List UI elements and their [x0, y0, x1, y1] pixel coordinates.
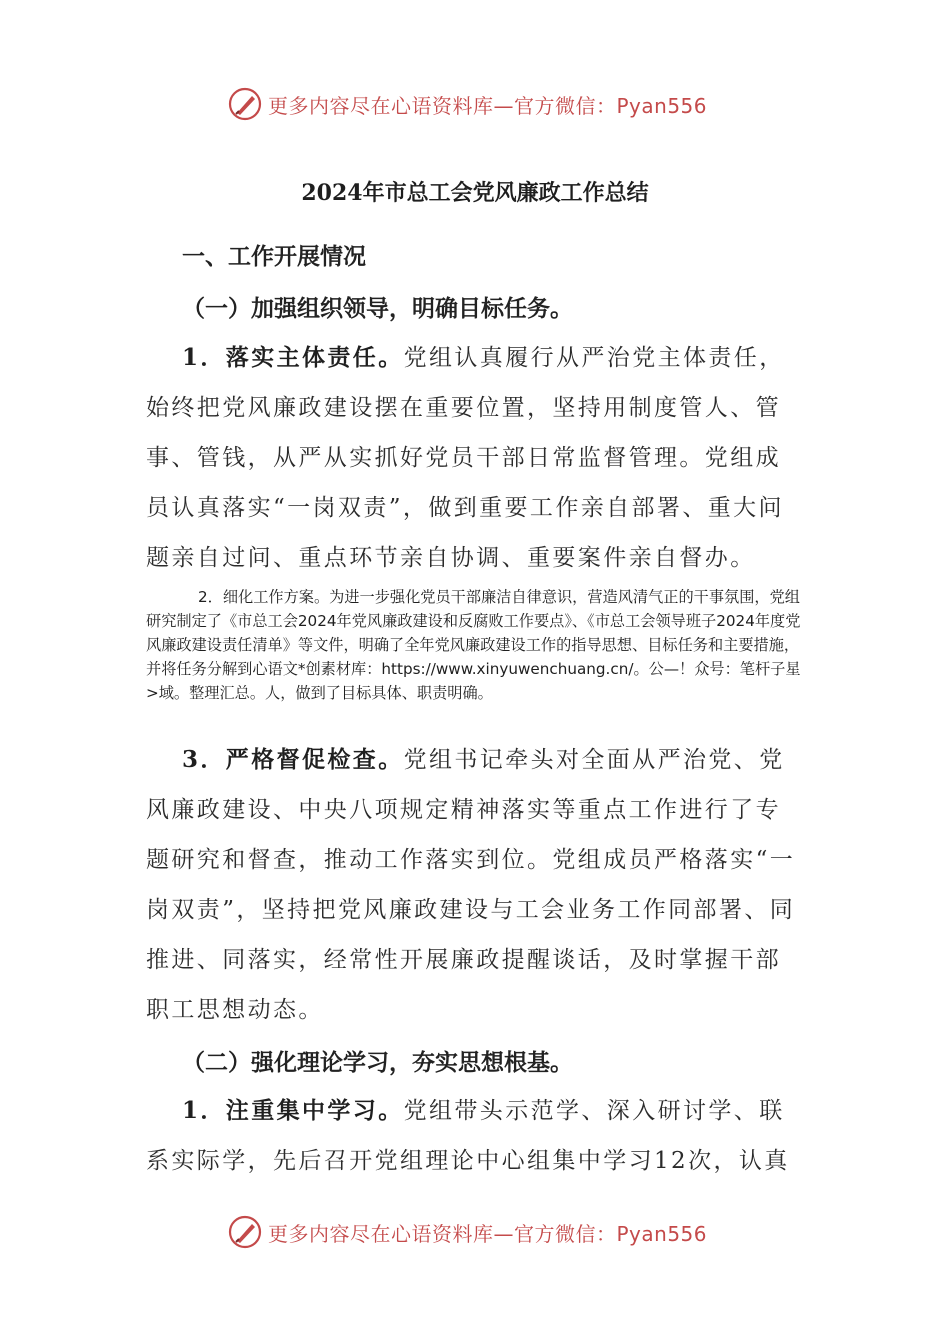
paragraph-1-text: 党组认真履行从严治党主体责任，始终把党风廉政建设摆在重要位置，坚持用制度管人、管事、管钱，从严从实抓好党员干部日常监督管理。党组成员认真落实“一岗双责”，做到重要工作亲自部署、重大问题亲自过问、重点环节亲自协调、重要案件亲自督办。: [146, 345, 785, 571]
paragraph-3-lead: 3．严格督促检查。: [182, 746, 404, 773]
paragraph-1-lead: 1．落实主体责任。: [182, 344, 404, 371]
watermark-text: 更多内容尽在心语资料库—官方微信：Pyan556: [268, 1221, 708, 1246]
watermark-text: 更多内容尽在心语资料库—官方微信：Pyan556: [268, 93, 708, 118]
paragraph-3-text: 党组书记牵头对全面从严治党、党风廉政建设、中央八项规定精神落实等重点工作进行了专题研究和督查，推动工作落实到位。党组成员严格落实“一岗双责”，坚持把党风廉政建设与工会业务工作同部署、同推进、同落实，经常性开展廉政提醒谈话，及时掌握干部职工思想动态。: [146, 747, 796, 1023]
document-title: 2024年市总工会党风廉政工作总结: [301, 180, 649, 206]
paragraph-2-small: 2．细化工作方案。为进一步强化党员干部廉洁自律意识，营造风清气正的干事氛围，党组研究制定了《市总工会2024年党风廉政建设和反腐败工作要点》、《市总工会领导班子2024年度党风廉政建设责任清单》等文件，明确了全年党风廉政建设工作的指导思想、目标任务和主要措施，并将任务分解到心语文*创素材库：https://www.xinyuwenchuang.cn/。公—！众号：笔杆子星>域。整理汇总。人，做到了目标具体、职责明确。: [146, 588, 801, 702]
quill-logo-icon: [228, 1215, 262, 1249]
watermark-banner-top: [228, 84, 707, 124]
paragraph-3: [146, 735, 806, 1035]
paragraph-4-text: 党组带头示范学、深入研讨学、联系实际学，先后召开党组理论中心组集中学习12次，认真: [146, 1098, 790, 1174]
subsection-heading-2: （二）强化理论学习，夯实思想根基。: [182, 1049, 573, 1076]
subsection-heading-1: （一）加强组织领导，明确目标任务。: [182, 295, 573, 322]
watermark-banner-bottom: [228, 1212, 707, 1252]
quill-logo-icon: [228, 87, 262, 121]
section-heading-1: 一、工作开展情况: [182, 243, 366, 270]
paragraph-4-lead: 1．注重集中学习。: [182, 1097, 404, 1124]
paragraph-4: [146, 1086, 806, 1186]
paragraph-1: [146, 333, 806, 583]
